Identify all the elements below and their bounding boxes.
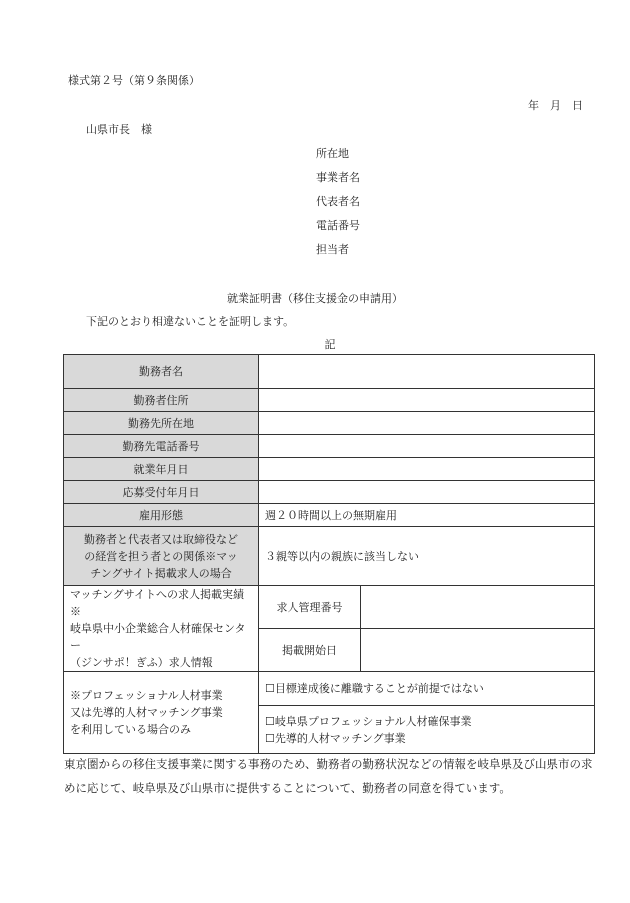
sender-contact-label: 担当者 (316, 243, 349, 256)
relation-label (64, 527, 259, 586)
employment-date-label: 就業年月日 (64, 458, 259, 481)
employee-address-field[interactable] (259, 389, 595, 412)
sender-address-label: 所在地 (316, 147, 349, 160)
table-row (64, 458, 595, 481)
date-line: 年 月 日 (528, 99, 583, 112)
matching-label-line: マッチングサイトへの求人掲載実績※ (70, 588, 245, 618)
sender-company-label: 事業者名 (316, 171, 360, 184)
pro-option-checkbox[interactable]: ☐岐阜県プロフェッショナル人材確保事業 (265, 714, 472, 728)
posting-date-label: 掲載開始日 (259, 629, 361, 672)
application-date-label: 応募受付年月日 (64, 481, 259, 504)
employment-type-label: 雇用形態 (64, 504, 259, 527)
application-date-field[interactable] (259, 481, 595, 504)
intro-text: 下記のとおり相違ないことを証明します。 (86, 315, 295, 328)
pro-label-line: を利用している場合のみ (70, 723, 191, 736)
relation-label-line: 勤務者と代表者又は取締役など (84, 532, 238, 546)
matching-label-line: （ジンサポ！ぎふ）求人情報 (70, 656, 213, 669)
table-row (64, 389, 595, 412)
workplace-address-label: 勤務先所在地 (64, 412, 259, 435)
matching-site-label (64, 586, 259, 672)
table-row (64, 435, 595, 458)
matching-label-line: 岐阜県中小企業総合人材確保センター (70, 622, 246, 652)
pro-option-checkbox[interactable]: ☐目標達成後に離職することが前提ではない (259, 672, 595, 706)
relation-label-line: の経営を担う者との関係※マッ (84, 549, 238, 563)
table-row (64, 504, 595, 527)
consent-footer: 東京圏からの移住支援事業に関する事務のため、勤務者の勤務状況などの情報を岐阜県及び山県市の求めに応じて、岐阜県及び山県市に提供することについて、勤務者の同意を得ています。 (64, 757, 593, 795)
employee-address-label: 勤務者住所 (64, 389, 259, 412)
table-row (64, 672, 595, 706)
pro-options-cell (259, 706, 595, 754)
sender-phone-label: 電話番号 (316, 219, 360, 232)
employment-date-field[interactable] (259, 458, 595, 481)
pro-label-line: 又は先導的人材マッチング事業 (70, 706, 223, 719)
workplace-phone-field[interactable] (259, 435, 595, 458)
pro-label-line: ※プロフェッショナル人材事業 (70, 689, 223, 702)
sender-representative-label: 代表者名 (316, 195, 360, 208)
table-row (64, 355, 595, 389)
table-row (64, 527, 595, 586)
workplace-phone-label: 勤務先電話番号 (64, 435, 259, 458)
table-row (64, 481, 595, 504)
document-title: 就業証明書（移住支援金の申請用） (227, 292, 403, 305)
addressee: 山県市長 様 (86, 123, 152, 136)
certificate-table (63, 354, 595, 754)
job-id-label: 求人管理番号 (259, 586, 361, 629)
table-row (64, 412, 595, 435)
professional-program-label (64, 672, 259, 754)
employee-name-field[interactable] (259, 355, 595, 389)
posting-date-field[interactable] (361, 629, 595, 672)
pro-option-checkbox[interactable]: ☐先導的人材マッチング事業 (265, 731, 406, 745)
relation-label-line: チングサイト掲載求人の場合 (90, 566, 232, 580)
workplace-address-field[interactable] (259, 412, 595, 435)
job-id-field[interactable] (361, 586, 595, 629)
employment-type-value: 週２０時間以上の無期雇用 (259, 504, 595, 527)
ki-heading: 記 (324, 338, 336, 351)
form-number: 様式第２号（第９条関係） (68, 74, 200, 87)
table-row (64, 586, 595, 629)
relation-value: ３親等以内の親族に該当しない (259, 527, 595, 586)
employee-name-label: 勤務者名 (64, 355, 259, 389)
